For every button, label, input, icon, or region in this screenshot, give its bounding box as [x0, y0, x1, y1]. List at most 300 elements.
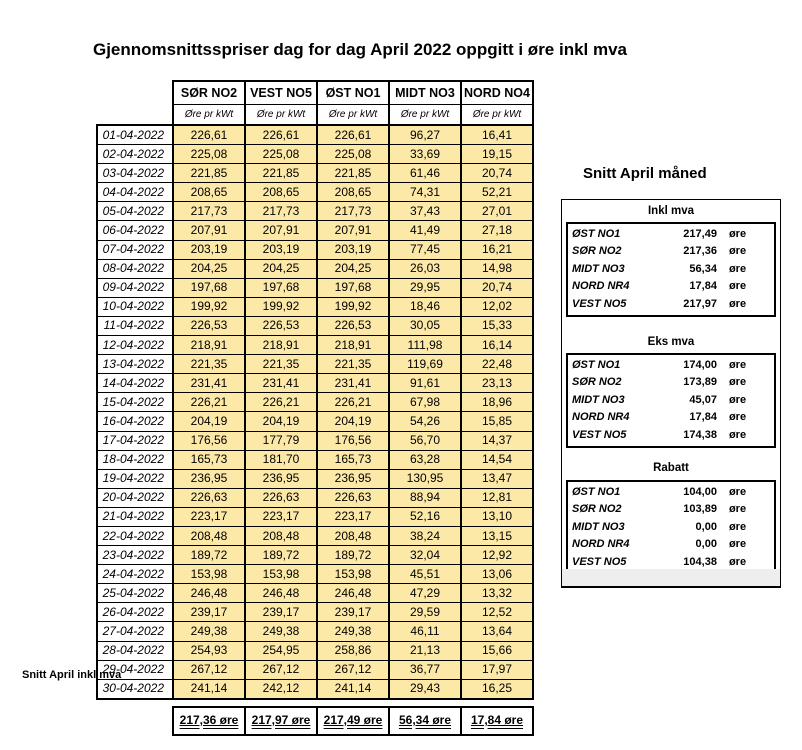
summary-name: ØST NO1	[572, 486, 621, 498]
price-cell: 52,21	[461, 183, 533, 202]
price-cell: 208,65	[173, 183, 245, 202]
price-cell: 91,61	[389, 374, 461, 393]
table-row	[97, 355, 533, 374]
summary-name: VEST NO5	[572, 428, 627, 441]
summary-value: 174,00	[683, 359, 717, 371]
price-cell: 96,27	[389, 125, 461, 145]
price-cell: 46,11	[389, 622, 461, 641]
price-cell: 21,13	[389, 641, 461, 660]
average-value	[389, 707, 461, 735]
summary-name: SØR NO2	[572, 245, 622, 258]
average-text: 217,36 øre	[179, 713, 239, 728]
price-cell: 119,69	[389, 355, 461, 374]
price-cell: 45,51	[389, 565, 461, 584]
date-cell: 22-04-2022	[97, 526, 173, 545]
price-cell: 225,08	[317, 145, 389, 164]
price-cell: 203,19	[173, 240, 245, 259]
panel-footer	[562, 569, 780, 586]
summary-unit: øre	[728, 555, 747, 568]
price-cell: 54,26	[389, 412, 461, 431]
summary-row	[568, 296, 774, 313]
column-header: SØR NO2	[173, 81, 245, 105]
date-cell: 08-04-2022	[97, 259, 173, 278]
price-cell: 217,73	[245, 202, 317, 221]
date-cell: 06-04-2022	[97, 221, 173, 240]
price-cell: 22,48	[461, 355, 533, 374]
separator-row	[97, 699, 533, 707]
price-cell: 246,48	[173, 584, 245, 603]
summary-unit: øre	[728, 262, 747, 275]
price-cell: 204,25	[173, 259, 245, 278]
unit-label: Øre pr kWt	[245, 105, 317, 126]
price-cell: 231,41	[317, 374, 389, 393]
price-cell: 223,17	[317, 507, 389, 526]
price-cell: 176,56	[173, 431, 245, 450]
price-cell: 189,72	[245, 546, 317, 565]
column-header: ØST NO1	[317, 81, 389, 105]
price-cell: 226,61	[245, 125, 317, 145]
price-cell: 208,65	[317, 183, 389, 202]
price-cell: 221,35	[173, 355, 245, 374]
summary-value: 0,00	[695, 538, 717, 551]
price-cell: 203,19	[245, 240, 317, 259]
date-cell: 05-04-2022	[97, 202, 173, 221]
price-cell: 63,28	[389, 450, 461, 469]
price-cell: 52,16	[389, 507, 461, 526]
price-cell: 15,85	[461, 412, 533, 431]
date-cell: 23-04-2022	[97, 546, 173, 565]
summary-row	[568, 392, 774, 409]
summary-unit: øre	[728, 520, 747, 533]
price-cell: 153,98	[245, 565, 317, 584]
table-row	[97, 507, 533, 526]
price-cell: 246,48	[245, 584, 317, 603]
summary-unit: øre	[728, 486, 747, 498]
summary-row	[568, 226, 774, 243]
price-cell: 242,12	[245, 679, 317, 699]
table-row	[97, 431, 533, 450]
price-cell: 19,15	[461, 145, 533, 164]
price-cell: 225,08	[245, 145, 317, 164]
date-cell: 11-04-2022	[97, 316, 173, 335]
price-cell: 16,14	[461, 336, 533, 355]
summary-value: 174,38	[683, 428, 717, 441]
price-cell: 16,21	[461, 240, 533, 259]
price-cell: 249,38	[245, 622, 317, 641]
price-cell: 199,92	[173, 297, 245, 316]
price-cell: 37,43	[389, 202, 461, 221]
summary-name: SØR NO2	[572, 503, 622, 516]
price-cell: 23,13	[461, 374, 533, 393]
price-cell: 177,79	[245, 431, 317, 450]
summary-panel	[561, 199, 781, 588]
price-cell: 197,68	[173, 278, 245, 297]
summary-unit: øre	[728, 411, 747, 424]
price-cell: 221,85	[173, 164, 245, 183]
section-heading-inkl: Inkl mva	[647, 205, 695, 217]
section-heading-rabatt: Rabatt	[653, 462, 689, 474]
unit-label: Øre pr kWt	[317, 105, 389, 126]
date-cell: 07-04-2022	[97, 240, 173, 259]
summary-unit: øre	[728, 503, 747, 516]
summary-row	[568, 536, 774, 553]
average-text: 217,97 øre	[251, 713, 311, 728]
average-text: 217,49 øre	[323, 713, 383, 728]
table-row	[97, 622, 533, 641]
summary-name: MIDT NO3	[572, 520, 625, 533]
date-cell: 14-04-2022	[97, 374, 173, 393]
date-cell: 17-04-2022	[97, 431, 173, 450]
price-cell: 199,92	[245, 297, 317, 316]
summary-value: 217,97	[683, 297, 717, 310]
price-cell: 267,12	[173, 660, 245, 679]
column-header: VEST NO5	[245, 81, 317, 105]
summary-name: MIDT NO3	[572, 393, 625, 406]
price-cell: 204,19	[173, 412, 245, 431]
date-cell: 27-04-2022	[97, 622, 173, 641]
table-row	[97, 259, 533, 278]
price-cell: 176,56	[317, 431, 389, 450]
price-cell: 267,12	[245, 660, 317, 679]
table-row	[97, 202, 533, 221]
table-row	[97, 660, 533, 679]
price-cell: 226,63	[173, 488, 245, 507]
price-cell: 189,72	[317, 546, 389, 565]
summary-value: 104,38	[683, 555, 717, 568]
table-row	[97, 164, 533, 183]
price-cell: 77,45	[389, 240, 461, 259]
price-cell: 226,21	[245, 393, 317, 412]
unit-label: Øre pr kWt	[389, 105, 461, 126]
unit-label: Øre pr kWt	[173, 105, 245, 126]
price-cell: 130,95	[389, 469, 461, 488]
summary-value: 17,84	[689, 411, 717, 424]
average-value	[245, 707, 317, 735]
summary-title: Snitt April måned	[583, 165, 707, 182]
average-value	[173, 707, 245, 735]
price-cell: 208,48	[173, 526, 245, 545]
table-row	[97, 183, 533, 202]
price-cell: 111,98	[389, 336, 461, 355]
table-row	[97, 316, 533, 335]
price-cell: 231,41	[173, 374, 245, 393]
price-cell: 223,17	[245, 507, 317, 526]
summary-value: 56,34	[689, 262, 717, 275]
price-cell: 18,96	[461, 393, 533, 412]
price-cell: 74,31	[389, 183, 461, 202]
table-row	[97, 374, 533, 393]
summary-value: 217,36	[683, 245, 717, 258]
price-cell: 204,25	[245, 259, 317, 278]
price-cell: 236,95	[245, 469, 317, 488]
price-cell: 208,48	[245, 526, 317, 545]
summary-unit: øre	[728, 428, 747, 441]
date-cell: 12-04-2022	[97, 336, 173, 355]
price-cell: 153,98	[173, 565, 245, 584]
price-cell: 239,17	[245, 603, 317, 622]
table-row	[97, 546, 533, 565]
separator	[97, 699, 533, 707]
price-cell: 207,91	[245, 221, 317, 240]
corner-cell	[97, 707, 173, 735]
price-cell: 236,95	[317, 469, 389, 488]
price-cell: 29,59	[389, 603, 461, 622]
average-text: 17,84 øre	[470, 713, 524, 728]
summary-value: 17,84	[689, 280, 717, 293]
price-cell: 223,17	[173, 507, 245, 526]
price-cell: 226,63	[245, 488, 317, 507]
price-cell: 32,04	[389, 546, 461, 565]
summary-row	[568, 278, 774, 295]
price-cell: 204,25	[317, 259, 389, 278]
price-cell: 208,48	[317, 526, 389, 545]
table-row	[97, 469, 533, 488]
average-value	[461, 707, 533, 735]
summary-name: ØST NO1	[572, 359, 621, 371]
date-cell: 03-04-2022	[97, 164, 173, 183]
date-cell: 10-04-2022	[97, 297, 173, 316]
price-cell: 226,61	[317, 125, 389, 145]
price-cell: 13,10	[461, 507, 533, 526]
date-cell: 13-04-2022	[97, 355, 173, 374]
summary-name: ØST NO1	[572, 228, 621, 240]
summary-row	[568, 427, 774, 444]
summary-value: 45,07	[689, 393, 717, 406]
price-cell: 203,19	[317, 240, 389, 259]
summary-row	[568, 501, 774, 518]
summary-row	[568, 409, 774, 426]
price-cell: 29,43	[389, 679, 461, 699]
date-cell: 01-04-2022	[97, 125, 173, 145]
summary-unit: øre	[728, 376, 747, 389]
price-cell: 14,37	[461, 431, 533, 450]
date-cell: 30-04-2022	[97, 679, 173, 699]
price-cell: 246,48	[317, 584, 389, 603]
price-cell: 13,15	[461, 526, 533, 545]
summary-unit: øre	[728, 393, 747, 406]
column-header: MIDT NO3	[389, 81, 461, 105]
summary-value: 173,89	[683, 376, 717, 389]
price-cell: 165,73	[173, 450, 245, 469]
price-cell: 199,92	[317, 297, 389, 316]
price-cell: 208,65	[245, 183, 317, 202]
table-row	[97, 603, 533, 622]
price-cell: 226,53	[173, 316, 245, 335]
section-box-eks	[566, 353, 776, 448]
price-cell: 16,25	[461, 679, 533, 699]
date-cell: 18-04-2022	[97, 450, 173, 469]
price-cell: 30,05	[389, 316, 461, 335]
table-row	[97, 412, 533, 431]
price-cell: 226,61	[173, 125, 245, 145]
price-cell: 218,91	[173, 336, 245, 355]
price-cell: 13,06	[461, 565, 533, 584]
price-cell: 38,24	[389, 526, 461, 545]
price-cell: 239,17	[173, 603, 245, 622]
summary-row	[568, 519, 774, 536]
summary-unit: øre	[728, 280, 747, 293]
date-cell: 24-04-2022	[97, 565, 173, 584]
price-cell: 16,41	[461, 125, 533, 145]
price-cell: 241,14	[173, 679, 245, 699]
date-cell: 20-04-2022	[97, 488, 173, 507]
table-row	[97, 393, 533, 412]
price-cell: 217,73	[317, 202, 389, 221]
price-cell: 61,46	[389, 164, 461, 183]
price-cell: 13,32	[461, 584, 533, 603]
section-heading-eks: Eks mva	[647, 336, 695, 348]
price-cell: 12,52	[461, 603, 533, 622]
date-cell: 28-04-2022	[97, 641, 173, 660]
price-cell: 18,46	[389, 297, 461, 316]
table-body	[97, 125, 533, 699]
average-label: Snitt April inkl mva	[22, 669, 122, 681]
price-cell: 204,19	[245, 412, 317, 431]
price-cell: 204,19	[317, 412, 389, 431]
table-row	[97, 240, 533, 259]
date-cell: 15-04-2022	[97, 393, 173, 412]
date-cell: 02-04-2022	[97, 145, 173, 164]
price-cell: 27,18	[461, 221, 533, 240]
table-row	[97, 221, 533, 240]
summary-row	[568, 357, 774, 374]
price-cell: 221,85	[245, 164, 317, 183]
price-cell: 20,74	[461, 278, 533, 297]
summary-row	[568, 374, 774, 391]
summary-unit: øre	[728, 297, 747, 310]
summary-name: VEST NO5	[572, 555, 627, 568]
price-cell: 26,03	[389, 259, 461, 278]
price-cell: 249,38	[173, 622, 245, 641]
corner-cell	[97, 81, 173, 105]
price-cell: 221,85	[317, 164, 389, 183]
price-cell: 226,63	[317, 488, 389, 507]
date-cell: 19-04-2022	[97, 469, 173, 488]
summary-unit: øre	[728, 359, 747, 371]
corner-cell	[97, 105, 173, 126]
price-cell: 217,73	[173, 202, 245, 221]
price-cell: 241,14	[317, 679, 389, 699]
price-cell: 33,69	[389, 145, 461, 164]
price-cell: 15,66	[461, 641, 533, 660]
date-cell: 21-04-2022	[97, 507, 173, 526]
unit-label: Øre pr kWt	[461, 105, 533, 126]
price-table	[96, 80, 534, 736]
table-row	[97, 526, 533, 545]
price-cell: 17,97	[461, 660, 533, 679]
price-cell: 13,64	[461, 622, 533, 641]
price-cell: 20,74	[461, 164, 533, 183]
date-cell: 29-04-2022	[97, 660, 173, 679]
unit-row	[97, 105, 533, 126]
price-cell: 27,01	[461, 202, 533, 221]
summary-unit: øre	[728, 538, 747, 551]
price-cell: 239,17	[317, 603, 389, 622]
section-box-inkl	[566, 222, 776, 317]
summary-value: 104,00	[683, 486, 717, 498]
price-cell: 41,49	[389, 221, 461, 240]
section-box-rabatt	[566, 480, 776, 575]
price-cell: 236,95	[173, 469, 245, 488]
summary-unit: øre	[728, 245, 747, 258]
price-cell: 12,81	[461, 488, 533, 507]
summary-name: NORD NR4	[572, 538, 630, 551]
summary-name: SØR NO2	[572, 376, 622, 389]
price-cell: 197,68	[245, 278, 317, 297]
price-cell: 12,92	[461, 546, 533, 565]
table-row	[97, 488, 533, 507]
table-row	[97, 584, 533, 603]
price-cell: 254,93	[173, 641, 245, 660]
table-row	[97, 336, 533, 355]
price-cell: 14,54	[461, 450, 533, 469]
price-cell: 67,98	[389, 393, 461, 412]
price-cell: 181,70	[245, 450, 317, 469]
date-cell: 26-04-2022	[97, 603, 173, 622]
summary-unit: øre	[728, 228, 747, 240]
table-row	[97, 565, 533, 584]
date-cell: 04-04-2022	[97, 183, 173, 202]
price-cell: 13,47	[461, 469, 533, 488]
table-row	[97, 278, 533, 297]
price-cell: 249,38	[317, 622, 389, 641]
price-cell: 226,53	[245, 316, 317, 335]
price-cell: 47,29	[389, 584, 461, 603]
header-row	[97, 81, 533, 105]
table-row	[97, 641, 533, 660]
table-row	[97, 679, 533, 699]
summary-value: 0,00	[695, 520, 717, 533]
price-cell: 36,77	[389, 660, 461, 679]
price-cell: 221,35	[245, 355, 317, 374]
price-cell: 226,21	[173, 393, 245, 412]
date-cell: 09-04-2022	[97, 278, 173, 297]
summary-name: NORD NR4	[572, 280, 630, 293]
price-cell: 14,98	[461, 259, 533, 278]
table-row	[97, 125, 533, 145]
price-cell: 207,91	[317, 221, 389, 240]
average-text: 56,34 øre	[398, 713, 452, 728]
summary-name: NORD NR4	[572, 411, 630, 424]
price-cell: 225,08	[173, 145, 245, 164]
summary-name: VEST NO5	[572, 297, 627, 310]
table-row	[97, 297, 533, 316]
price-cell: 258,86	[317, 641, 389, 660]
price-cell: 218,91	[317, 336, 389, 355]
price-cell: 226,53	[317, 316, 389, 335]
price-cell: 226,21	[317, 393, 389, 412]
average-row	[97, 707, 533, 735]
price-cell: 197,68	[317, 278, 389, 297]
summary-row	[568, 261, 774, 278]
price-cell: 221,35	[317, 355, 389, 374]
page-title: Gjennomsnittsspriser dag for dag April 2022 oppgitt i øre inkl mva	[92, 40, 628, 59]
summary-value: 217,49	[683, 228, 717, 240]
price-cell: 56,70	[389, 431, 461, 450]
summary-row	[568, 243, 774, 260]
price-cell: 153,98	[317, 565, 389, 584]
price-cell: 165,73	[317, 450, 389, 469]
price-cell: 29,95	[389, 278, 461, 297]
price-cell: 218,91	[245, 336, 317, 355]
date-cell: 25-04-2022	[97, 584, 173, 603]
average-value	[317, 707, 389, 735]
table-row	[97, 145, 533, 164]
date-cell: 16-04-2022	[97, 412, 173, 431]
summary-row	[568, 484, 774, 501]
table-row	[97, 450, 533, 469]
price-cell: 88,94	[389, 488, 461, 507]
